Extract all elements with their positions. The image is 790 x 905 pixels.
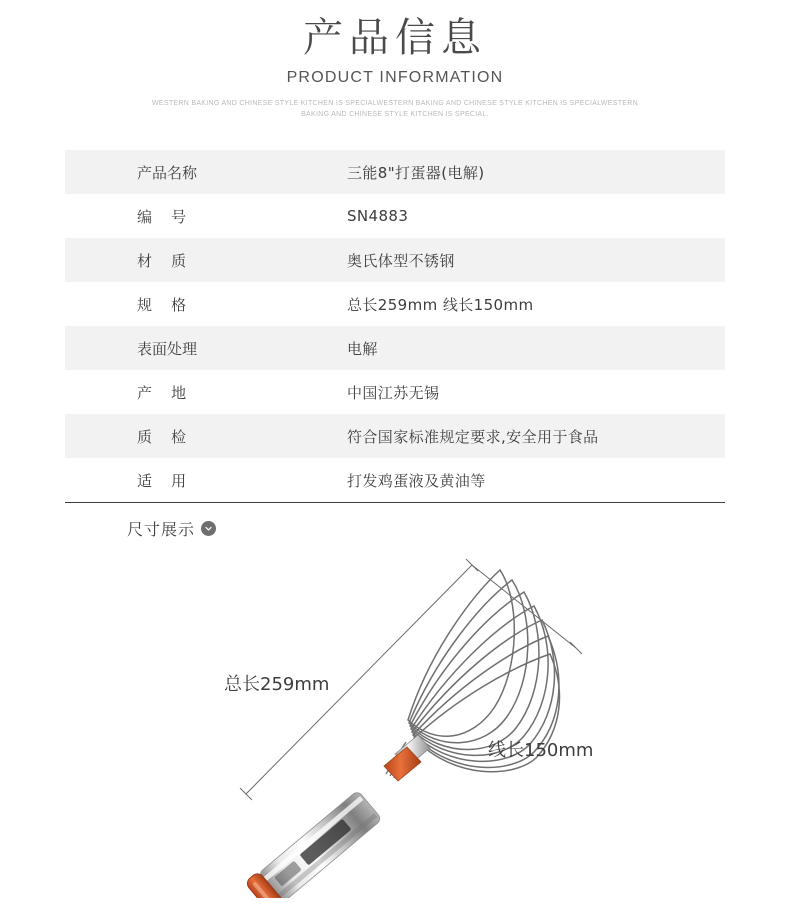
table-row — [65, 326, 725, 370]
page-title: 产品信息 — [303, 15, 487, 61]
spec-value: 打发鸡蛋液及黄油等 — [347, 471, 486, 490]
table-row — [65, 370, 725, 414]
spec-label: 产 地 — [137, 383, 187, 402]
dimension-label-total-length: 总长259mm — [224, 674, 330, 695]
whisk-illustration — [0, 558, 790, 898]
spec-value: 符合国家标准规定要求,安全用于食品 — [337, 414, 725, 458]
chevron-down-icon[interactable] — [201, 521, 216, 536]
size-display-label: 尺寸展示 — [127, 520, 196, 539]
spec-label: 质 检 — [65, 414, 337, 458]
table-row — [65, 458, 725, 502]
spec-label: 规 格 — [137, 295, 187, 314]
spec-value: 中国江苏无锡 — [347, 383, 440, 402]
table-row — [65, 282, 725, 326]
page-header — [0, 0, 790, 120]
table-row — [65, 194, 725, 238]
product-spec-table — [65, 150, 725, 502]
spec-label: 材 质 — [65, 238, 337, 282]
spec-label: 表面处理 — [65, 326, 337, 370]
header-fineprint: WESTERN BAKING AND CHINESE STYLE KITCHEN IS SPECIALWESTERN BAKING AND CHINESE STYLE KITCHEN IS SPECIALWESTERN BAKING AND CHINESE STYLE KITCHEN IS SPECIAL. — [152, 100, 638, 118]
dimension-label-wire-length: 线长150mm — [488, 740, 594, 761]
page-subtitle-en: PRODUCT INFORMATION — [286, 69, 504, 86]
table-row — [65, 150, 725, 194]
whisk-handle — [258, 790, 382, 898]
spec-value: 奥氏体型不锈钢 — [337, 238, 725, 282]
table-row — [65, 238, 725, 282]
spec-value: 电解 — [337, 326, 725, 370]
spec-label: 编 号 — [137, 207, 187, 226]
table-row — [65, 414, 725, 458]
spec-value: 总长259mm 线长150mm — [347, 295, 534, 314]
spec-value: 三能8"打蛋器(电解) — [337, 150, 725, 194]
spec-value: SN4883 — [347, 207, 409, 225]
size-display-heading — [65, 503, 725, 540]
product-image-area — [0, 558, 790, 898]
spec-label: 适 用 — [137, 471, 187, 490]
spec-label: 产品名称 — [65, 150, 337, 194]
